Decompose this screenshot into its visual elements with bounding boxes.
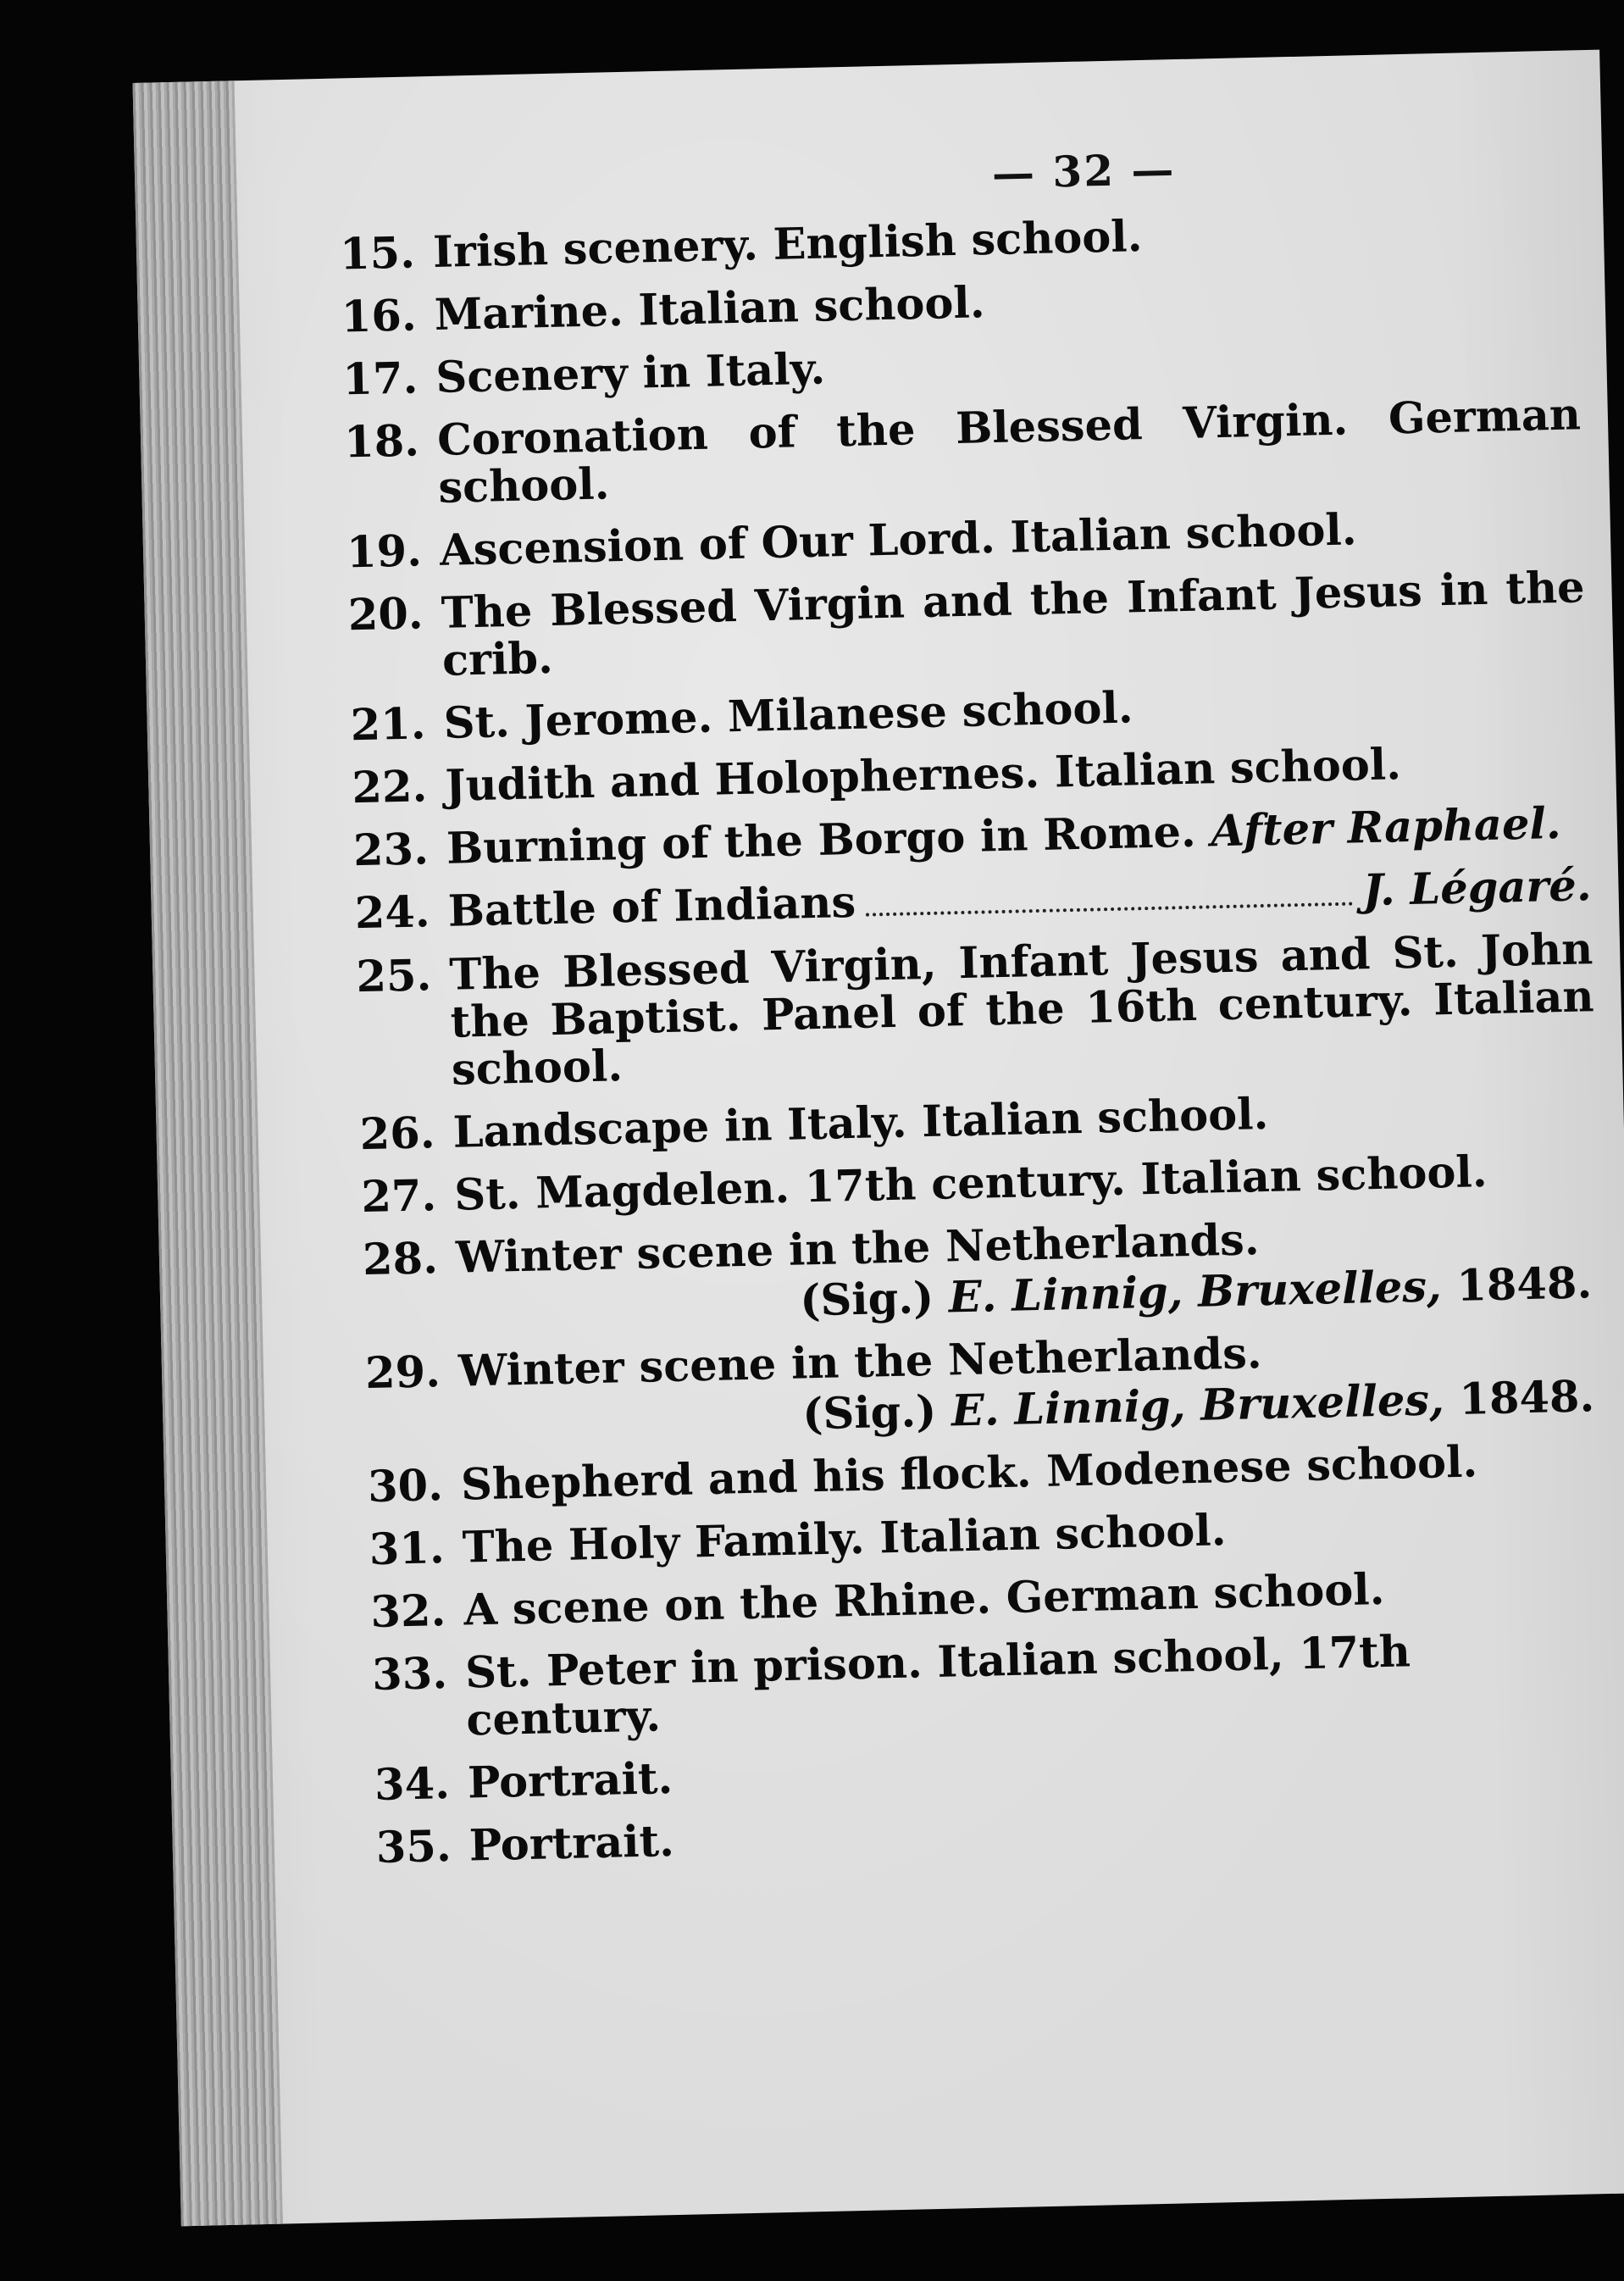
scanned-page <box>133 50 1624 2227</box>
entry-text: Burning of the Borgo in Rome. <box>446 806 1197 874</box>
entry-text: Scenery in Italy. <box>435 343 826 403</box>
catalogue-entry-33 <box>372 1623 1610 1746</box>
dot-leader <box>866 902 1353 917</box>
catalogue-entry-31 <box>369 1498 1606 1576</box>
entry-number: 18. <box>343 415 420 469</box>
entry-text: Winter scene in the Netherlands. <box>455 1214 1261 1284</box>
entry-text: A scene on the Rhine. German school. <box>463 1563 1386 1636</box>
entry-text: Shepherd and his flock. Modenese school. <box>460 1436 1478 1511</box>
catalogue-entry-29 <box>365 1322 1604 1448</box>
entry-text: Judith and Holophernes. Italian school. <box>444 739 1402 812</box>
page-number: — 32 — <box>991 144 1177 198</box>
entry-text: St. Peter in prison. Italian school, 17th century. <box>464 1626 1411 1746</box>
entry-number: 30. <box>367 1460 444 1513</box>
entry-text: Landscape in Italy. Italian school. <box>452 1088 1269 1158</box>
entry-text: Marine. Italian school. <box>434 277 986 341</box>
entry-number: 23. <box>352 824 430 877</box>
catalogue-entry-18 <box>344 391 1582 513</box>
entry-number: 28. <box>362 1233 439 1286</box>
catalogue-entry-32 <box>369 1561 1608 1639</box>
entry-text: Battle of Indians <box>447 876 856 937</box>
entry-number: 17. <box>341 352 418 406</box>
entry-text: The Blessed Virgin and the Infant Jesus in the crib. <box>441 562 1586 686</box>
catalogue-entry-28 <box>362 1208 1600 1335</box>
catalogue-entry-27 <box>360 1146 1599 1224</box>
catalogue-entry-17 <box>341 328 1580 406</box>
catalogue-entry-30 <box>368 1435 1605 1511</box>
signature-prefix: (Sig.) <box>799 1272 934 1327</box>
entry-artist: After Raphael. <box>1210 797 1562 857</box>
entry-number: 27. <box>360 1170 437 1224</box>
entry-number: 35. <box>375 1820 452 1873</box>
signature-prefix: (Sig.) <box>801 1385 937 1440</box>
catalogue-entry-21 <box>350 674 1588 752</box>
entry-number: 29. <box>364 1346 441 1400</box>
entry-text: Portrait. <box>467 1753 673 1809</box>
entry-number: 33. <box>371 1648 448 1701</box>
entry-text: Irish scenery. English school. <box>432 210 1144 278</box>
catalogue-entry-16 <box>341 265 1578 341</box>
entry-number: 16. <box>341 290 418 343</box>
entry-text: St. Magdelen. 17th century. Italian school. <box>453 1146 1488 1221</box>
catalogue-entry-25 <box>356 925 1595 1096</box>
catalogue-entry-20 <box>347 563 1586 686</box>
catalogue-entry-34 <box>374 1734 1612 1812</box>
entry-text: Portrait. <box>468 1816 675 1872</box>
signature-year: 1848. <box>1458 1371 1595 1425</box>
entry-artist: E. Linnig, Bruxelles, <box>948 1261 1443 1324</box>
entry-text: The Blessed Virgin, Infant Jesus and St. John the Baptist. Panel of the 16th century. Italian school. <box>448 924 1595 1096</box>
entry-number: 31. <box>369 1523 446 1576</box>
catalogue-entry-35 <box>375 1796 1613 1872</box>
catalogue-entry-24 <box>354 862 1592 938</box>
book-spine-edge <box>133 80 283 2226</box>
entry-text: The Holy Family. Italian school. <box>462 1505 1228 1573</box>
entry-text: Winter scene in the Netherlands. <box>457 1328 1263 1397</box>
entry-number: 26. <box>359 1107 436 1161</box>
entry-number: 32. <box>369 1585 446 1639</box>
catalogue-entry-15 <box>340 203 1577 278</box>
entry-artist: E. Linnig, Bruxelles, <box>951 1374 1445 1437</box>
entry-number: 19. <box>346 525 423 579</box>
entry-number: 25. <box>355 950 432 1003</box>
entry-number: 15. <box>339 227 416 280</box>
entry-number: 21. <box>350 698 427 752</box>
entry-text: Ascension of Our Lord. Italian school. <box>439 504 1358 576</box>
entry-number: 34. <box>374 1758 451 1812</box>
entry-number: 20. <box>347 588 424 641</box>
entry-text: St. Jerome. Milanese school. <box>443 682 1134 749</box>
entry-text: Coronation of the Blessed Virgin. German school. <box>436 389 1582 513</box>
signature-year: 1848. <box>1455 1257 1593 1312</box>
entry-artist: J. Légaré. <box>1362 860 1593 917</box>
catalogue-entry-26 <box>359 1083 1597 1161</box>
catalogue-entry-19 <box>346 501 1584 579</box>
catalogue-entry-22 <box>352 736 1589 812</box>
entry-number: 24. <box>354 886 431 940</box>
catalogue-entry-23 <box>352 797 1591 877</box>
entry-number: 22. <box>351 761 428 814</box>
catalogue-list <box>340 203 1614 1887</box>
